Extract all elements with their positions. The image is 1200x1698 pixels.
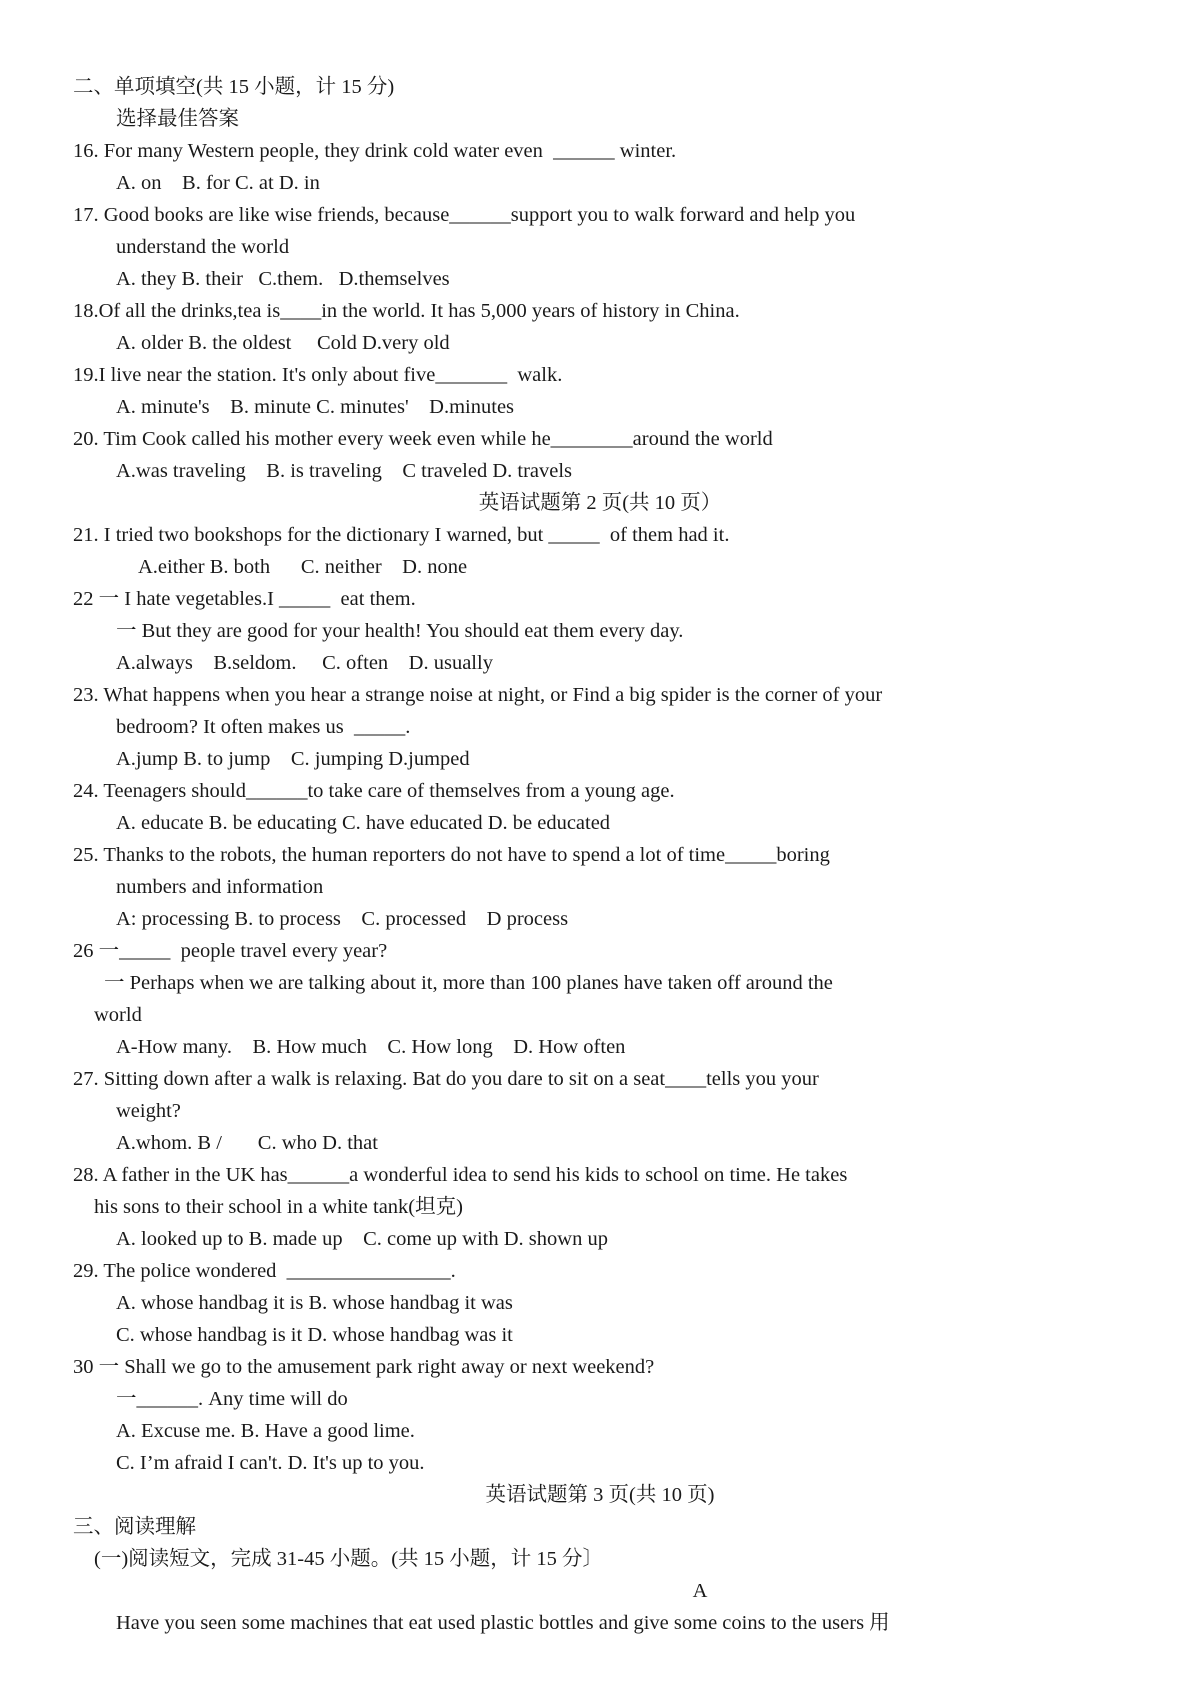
section-heading-single-choice: 二、单项填空(共 15 小题，计 15 分) (73, 76, 395, 98)
question-30-reply: 一______. Any time will do (116, 1388, 348, 1410)
options-29-cd: C. whose handbag is it D. whose handbag was it (116, 1324, 513, 1346)
question-29: 29. The police wondered ________________. (73, 1260, 456, 1282)
options-23: A.jump B. to jump C. jumping D.jumped (116, 748, 470, 770)
question-21: 21. I tried two bookshops for the dictionary I warned, but _____ of them had it. (73, 524, 730, 546)
question-24: 24. Teenagers should______to take care of themselves from a young age. (73, 780, 675, 802)
options-30-ab: A. Excuse me. B. Have a good lime. (116, 1420, 415, 1442)
options-16: A. on B. for C. at D. in (116, 172, 320, 194)
options-19: A. minute's B. minute C. minutes' D.minutes (116, 396, 515, 418)
options-26: A-How many. B. How much C. How long D. How often (116, 1036, 626, 1058)
page-footer-3: 英语试题第 3 页(共 10 页) (485, 1484, 715, 1506)
options-29-ab: A. whose handbag it is B. whose handbag it was (116, 1292, 513, 1314)
question-17: 17. Good books are like wise friends, because______support you to walk forward and help you (73, 204, 856, 226)
question-28-continued: his sons to their school in a white tank(坦克) (94, 1196, 463, 1218)
section-instruction: 选择最佳答案 (116, 108, 239, 130)
question-18: 18.Of all the drinks,tea is____in the world. It has 5,000 years of history in China. (73, 300, 740, 322)
options-22: A.always B.seldom. C. often D. usually (116, 652, 493, 674)
question-22-reply: 一 But they are good for your health! You should eat them every day. (116, 620, 684, 642)
question-20: 20. Tim Cook called his mother every week even while he________around the world (73, 428, 773, 450)
options-21: A.either B. both C. neither D. none (138, 556, 468, 578)
question-19: 19.I live near the station. It's only about five_______ walk. (73, 364, 563, 386)
passage-a-first-line: Have you seen some machines that eat used plastic bottles and give some coins to the users 用 (116, 1612, 890, 1634)
question-30: 30 一 Shall we go to the amusement park right away or next weekend? (73, 1356, 655, 1378)
question-23-continued: bedroom? It often makes us _____. (116, 716, 411, 738)
question-27-continued: weight? (116, 1100, 181, 1122)
options-25: A: processing B. to process C. processed D process (116, 908, 569, 930)
question-26-reply: 一 Perhaps when we are talking about it, more than 100 planes have taken off around the (104, 972, 833, 994)
question-26-reply-continued: world (94, 1004, 142, 1026)
options-27: A.whom. B / C. who D. that (116, 1132, 378, 1154)
options-20: A.was traveling B. is traveling C traveled D. travels (116, 460, 573, 482)
options-28: A. looked up to B. made up C. come up with D. shown up (116, 1228, 608, 1250)
section-heading-reading: 三、阅读理解 (73, 1516, 196, 1538)
passage-label: A (692, 1580, 708, 1602)
question-23: 23. What happens when you hear a strange noise at night, or Find a big spider is the corner of your (73, 684, 883, 706)
question-26: 26 一_____ people travel every year? (73, 940, 388, 962)
options-18: A. older B. the oldest Cold D.very old (116, 332, 450, 354)
options-24: A. educate B. be educating C. have educated D. be educated (116, 812, 611, 834)
question-28: 28. A father in the UK has______a wonderful idea to send his kids to school on time. He takes (73, 1164, 848, 1186)
options-17: A. they B. their C.them. D.themselves (116, 268, 450, 290)
question-22: 22 一 I hate vegetables.I _____ eat them. (73, 588, 416, 610)
question-25-continued: numbers and information (116, 876, 324, 898)
question-25: 25. Thanks to the robots, the human reporters do not have to spend a lot of time_____boring (73, 844, 830, 866)
page-footer-2: 英语试题第 2 页(共 10 页） (478, 492, 722, 514)
reading-instruction: (一)阅读短文，完成 31-45 小题。(共 15 小题，计 15 分〕 (94, 1548, 604, 1570)
options-30-cd: C. I’m afraid I can't. D. It's up to you. (116, 1452, 425, 1474)
question-27: 27. Sitting down after a walk is relaxing. Bat do you dare to sit on a seat____tells you your (73, 1068, 819, 1090)
question-17-continued: understand the world (116, 236, 290, 258)
question-16: 16. For many Western people, they drink cold water even ______ winter. (73, 140, 677, 162)
